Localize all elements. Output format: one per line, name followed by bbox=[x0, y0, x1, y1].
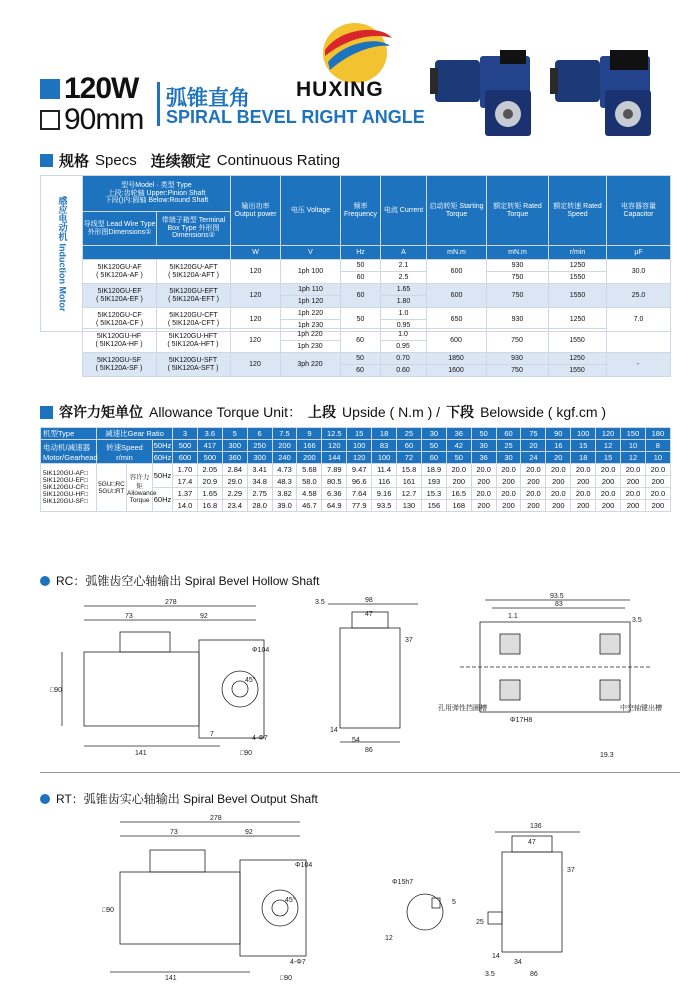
power-line bbox=[40, 72, 138, 106]
torque-cell: 77.9 bbox=[347, 500, 372, 512]
section-divider bbox=[40, 772, 680, 773]
ratio-cell: 12.5 bbox=[322, 428, 347, 440]
torque-cell: 15.8 bbox=[397, 464, 422, 476]
side-label: 感应电动机 Induction Motor bbox=[41, 176, 83, 332]
unit-hz: Hz bbox=[341, 246, 381, 260]
torque-cell: 200 bbox=[546, 500, 571, 512]
speed60-cell: 120 bbox=[347, 452, 372, 464]
torque-cell: 6.36 bbox=[322, 488, 347, 500]
dim-15h7: Φ15h7 bbox=[392, 879, 414, 886]
torque-cell: 200 bbox=[496, 476, 521, 488]
torque-cell: 200 bbox=[521, 476, 546, 488]
speed50-cell: 30 bbox=[471, 440, 496, 452]
torque-cell: 7.64 bbox=[347, 488, 372, 500]
torque-cell: 20.9 bbox=[197, 476, 222, 488]
torque-cell: 20.0 bbox=[621, 488, 646, 500]
col-voltage-header: 电压 Voltage bbox=[281, 176, 341, 246]
speed60-cell: 500 bbox=[197, 452, 222, 464]
torque-lower-en: Belowside ( kgf.cm ) bbox=[480, 404, 607, 420]
hz60-torque: 60Hz bbox=[153, 488, 173, 512]
dim-5: 5 bbox=[452, 899, 456, 906]
rt-dim-141: 141 bbox=[165, 975, 177, 982]
torque-cell: 9.16 bbox=[372, 488, 397, 500]
torque-cell: 17.4 bbox=[173, 476, 198, 488]
dim-3-5b: 3.5 bbox=[632, 617, 642, 624]
unit-v: V bbox=[281, 246, 341, 260]
rt-heading bbox=[40, 790, 318, 807]
speed60-cell: 20 bbox=[546, 452, 571, 464]
speed60-cell: 30 bbox=[496, 452, 521, 464]
torque-cell: 1.37 bbox=[173, 488, 198, 500]
speed60-cell: 24 bbox=[521, 452, 546, 464]
table-row: 5IK120GU-HF ( 5IK120A-HF ) 5IK120GU-HFT ( 5IK120A-HFT ) 120 1ph 220 60 1.0 600 750 1550 bbox=[40, 329, 670, 341]
col-current-header: 电流 Current bbox=[381, 176, 427, 246]
torque-title-cn: 容许力矩单位 bbox=[59, 405, 143, 421]
motor-image-icon bbox=[430, 50, 540, 140]
rt-dim-86: 86 bbox=[530, 971, 538, 978]
torque-cell: 193 bbox=[421, 476, 446, 488]
torque-cell: 200 bbox=[496, 500, 521, 512]
rt-dim-90: □90 bbox=[102, 907, 115, 914]
dim-98: 98 bbox=[365, 597, 373, 604]
torque-cell: 200 bbox=[596, 476, 621, 488]
ratio-cell: 5 bbox=[222, 428, 247, 440]
dim-3-5: 3.5 bbox=[315, 599, 325, 606]
torque-upper-cn: 上段 bbox=[308, 405, 337, 421]
speed50-cell: 12 bbox=[596, 440, 621, 452]
torque-cell: 200 bbox=[596, 500, 621, 512]
speed60-cell: 100 bbox=[372, 452, 397, 464]
rt-dim-47: 47 bbox=[528, 839, 536, 846]
torque-cell: 16.8 bbox=[197, 500, 222, 512]
torque-cell: 96.6 bbox=[347, 476, 372, 488]
torque-heading bbox=[40, 402, 606, 422]
motor-terminal-image-icon bbox=[550, 50, 660, 140]
ratio-cell: 18 bbox=[372, 428, 397, 440]
speed60-cell: 72 bbox=[397, 452, 422, 464]
speed60-cell: 12 bbox=[621, 452, 646, 464]
bullet-icon bbox=[40, 576, 50, 586]
torque-cell: 23.4 bbox=[222, 500, 247, 512]
speed-label: 转速Speed r/min bbox=[97, 440, 153, 464]
torque-cell: 29.0 bbox=[222, 476, 247, 488]
ratio-cell: 60 bbox=[496, 428, 521, 440]
speed50-cell: 200 bbox=[272, 440, 297, 452]
ratio-cell: 120 bbox=[596, 428, 621, 440]
speed50-cell: 120 bbox=[322, 440, 347, 452]
torque-cell: 2.75 bbox=[247, 488, 272, 500]
hz60-label: 60Hz bbox=[153, 453, 172, 462]
blue-square-icon bbox=[40, 406, 53, 419]
rc-heading bbox=[40, 572, 319, 589]
size-line bbox=[40, 103, 143, 137]
torque-cell: 12.7 bbox=[397, 488, 422, 500]
gearhead-cell: 5GU□RC 5GU□RT bbox=[97, 464, 127, 512]
unit-mnm-start: mN.m bbox=[427, 246, 487, 260]
dim-90b: □90 bbox=[240, 750, 253, 757]
ratio-cell: 180 bbox=[645, 428, 670, 440]
speed60-cell: 200 bbox=[297, 452, 322, 464]
torque-cell: 28.0 bbox=[247, 500, 272, 512]
specs-subtitle-cn: 连续额定 bbox=[150, 152, 211, 170]
torque-cell: 200 bbox=[645, 500, 670, 512]
torque-cell: 20.0 bbox=[596, 488, 621, 500]
torque-cell: 200 bbox=[521, 500, 546, 512]
rt-dim-4-7: 4-Φ7 bbox=[290, 959, 306, 966]
torque-cell: 20.0 bbox=[571, 488, 596, 500]
speed50-cell: 8 bbox=[645, 440, 670, 452]
rt-dim-3-5: 3.5 bbox=[485, 971, 495, 978]
terminal-box-header: 带端子箱型 Terminal Box Type 外形图Dimensions② bbox=[157, 212, 231, 246]
speed60-cell: 15 bbox=[596, 452, 621, 464]
speed50-cell: 250 bbox=[247, 440, 272, 452]
speed50-cell: 60 bbox=[397, 440, 422, 452]
torque-cell: 20.0 bbox=[471, 464, 496, 476]
ratio-cell: 100 bbox=[571, 428, 596, 440]
torque-cell: 4.58 bbox=[297, 488, 322, 500]
torque-cell: 4.73 bbox=[272, 464, 297, 476]
specs-heading bbox=[40, 150, 340, 171]
torque-cell: 20.0 bbox=[645, 488, 670, 500]
ratio-cell: 50 bbox=[471, 428, 496, 440]
speed60-cell: 50 bbox=[446, 452, 471, 464]
rt-label: RT：弧锥齿实心轴输出 Spiral Bevel Output Shaft bbox=[56, 792, 318, 806]
torque-cell: 64.9 bbox=[322, 500, 347, 512]
dim-278: 278 bbox=[165, 599, 177, 606]
torque-cell: 7.89 bbox=[322, 464, 347, 476]
torque-cell: 20.0 bbox=[621, 464, 646, 476]
bullet-icon bbox=[40, 794, 50, 804]
torque-cell: 16.5 bbox=[446, 488, 471, 500]
ratio-cell: 3 bbox=[173, 428, 198, 440]
model-type-header: 型号Model · 类型 Type 上段:齿轮轴 Upper:Pinion Shaft 下段()内:圆轴 Below:Round Shaft bbox=[83, 176, 231, 212]
torque-cell: 39.0 bbox=[272, 500, 297, 512]
dim-7: 7 bbox=[210, 731, 214, 738]
dim-34: 34 bbox=[514, 959, 522, 966]
empty-square-icon bbox=[40, 110, 60, 130]
dim-136: 136 bbox=[530, 823, 542, 830]
torque-cell: 200 bbox=[471, 500, 496, 512]
dim-45: 45° bbox=[245, 677, 256, 684]
header bbox=[0, 0, 700, 140]
torque-cell: 20.0 bbox=[571, 464, 596, 476]
torque-cell: 200 bbox=[471, 476, 496, 488]
dim-141: 141 bbox=[135, 750, 147, 757]
unit-uf: μF bbox=[607, 246, 671, 260]
torque-cell: 48.3 bbox=[272, 476, 297, 488]
speed50-cell: 16 bbox=[546, 440, 571, 452]
speed50-cell: 300 bbox=[222, 440, 247, 452]
torque-cell: 200 bbox=[621, 476, 646, 488]
speed60-cell: 144 bbox=[322, 452, 347, 464]
speed50-cell: 166 bbox=[297, 440, 322, 452]
col-rated-torque-header: 额定转矩 Rated Torque bbox=[487, 176, 549, 246]
rt-drawing bbox=[40, 812, 680, 982]
torque-cell: 200 bbox=[446, 476, 471, 488]
torque-cell: 200 bbox=[571, 500, 596, 512]
specs-title-en: Specs bbox=[95, 152, 137, 169]
torque-cell: 9.47 bbox=[347, 464, 372, 476]
title-divider bbox=[157, 82, 160, 126]
ratio-cell: 75 bbox=[521, 428, 546, 440]
speed60-cell: 360 bbox=[222, 452, 247, 464]
torque-cell: 168 bbox=[446, 500, 471, 512]
blue-square-icon bbox=[40, 154, 53, 167]
torque-cell: 161 bbox=[397, 476, 422, 488]
torque-table bbox=[40, 427, 671, 512]
rc-drawing bbox=[40, 592, 680, 767]
ratio-cell: 6 bbox=[247, 428, 272, 440]
table-row: 5IK120GU-EF ( 5IK120A-EF ) 5IK120GU-EFT ( 5IK120A-EFT ) 120 1ph 110 60 1.65 600 750 1550 25.0 bbox=[41, 284, 671, 296]
specs-subtitle-en: Continuous Rating bbox=[216, 152, 341, 169]
speed60-cell: 240 bbox=[272, 452, 297, 464]
col-capacitor-header: 电容器容量 Capacitor bbox=[607, 176, 671, 246]
torque-cell: 20.0 bbox=[546, 488, 571, 500]
type-label: 机型Type bbox=[41, 428, 97, 440]
torque-cell: 34.8 bbox=[247, 476, 272, 488]
unit-rmin: r/min bbox=[549, 246, 607, 260]
lead-wire-header: 导线型 Lead Wire Type 外形图Dimensions① bbox=[83, 212, 157, 246]
dim-83: 83 bbox=[555, 601, 563, 608]
speed50-cell: 10 bbox=[621, 440, 646, 452]
dim-92: 92 bbox=[200, 613, 208, 620]
speed50-cell: 83 bbox=[372, 440, 397, 452]
dim-19-3: 19.3 bbox=[600, 752, 614, 759]
dim-47: 47 bbox=[365, 611, 373, 618]
torque-cell: 20.0 bbox=[496, 488, 521, 500]
torque-cell: 20.0 bbox=[521, 488, 546, 500]
dim-73: 73 bbox=[125, 613, 133, 620]
ratio-cell: 36 bbox=[446, 428, 471, 440]
torque-cell: 200 bbox=[621, 500, 646, 512]
torque-cell: 3.82 bbox=[272, 488, 297, 500]
speed60-cell: 10 bbox=[645, 452, 670, 464]
torque-cell: 130 bbox=[397, 500, 422, 512]
speed60-cell: 300 bbox=[247, 452, 272, 464]
torque-cell: 15.3 bbox=[421, 488, 446, 500]
brand-name: HUXING bbox=[296, 78, 384, 101]
torque-cell: 2.05 bbox=[197, 464, 222, 476]
torque-cell: 20.0 bbox=[471, 488, 496, 500]
size-label: 90mm bbox=[64, 103, 144, 136]
torque-cell: 11.4 bbox=[372, 464, 397, 476]
rt-dim-90b: □90 bbox=[280, 975, 293, 982]
motor-gear-label: 电动机/减速器 Motor/Gearhead bbox=[41, 440, 97, 464]
dim-25: 25 bbox=[476, 919, 484, 926]
specs-title-cn: 规格 bbox=[59, 152, 90, 170]
dim-12: 12 bbox=[385, 935, 393, 942]
torque-cell: 116 bbox=[372, 476, 397, 488]
torque-cell: 20.0 bbox=[546, 464, 571, 476]
dim-90: □90 bbox=[50, 687, 63, 694]
torque-cell: 20.0 bbox=[446, 464, 471, 476]
torque-cell: 20.0 bbox=[596, 464, 621, 476]
speed50-cell: 417 bbox=[197, 440, 222, 452]
power-label: 120W bbox=[64, 72, 139, 105]
rt-dim-278: 278 bbox=[210, 815, 222, 822]
allowance-label: 容许力矩 Allowance Torque bbox=[127, 464, 153, 512]
torque-cell: 18.9 bbox=[421, 464, 446, 476]
hollow-note: 孔用弹性挡圈槽 bbox=[438, 705, 487, 712]
dim-14: 14 bbox=[330, 727, 338, 734]
ratio-cell: 3.6 bbox=[197, 428, 222, 440]
rt-dim-92: 92 bbox=[245, 829, 253, 836]
table-row bbox=[41, 464, 671, 476]
rt-dim-104: Φ104 bbox=[295, 862, 313, 869]
speed50-cell: 20 bbox=[521, 440, 546, 452]
torque-cell: 20.0 bbox=[521, 464, 546, 476]
torque-cell: 200 bbox=[645, 476, 670, 488]
torque-cell: 3.41 bbox=[247, 464, 272, 476]
dim-17: Φ17H8 bbox=[510, 717, 533, 724]
torque-cell: 2.84 bbox=[222, 464, 247, 476]
ratio-cell: 25 bbox=[397, 428, 422, 440]
hz50-torque: 50Hz bbox=[153, 464, 173, 488]
unit-w: W bbox=[231, 246, 281, 260]
speed60-cell: 36 bbox=[471, 452, 496, 464]
dim-86: 86 bbox=[365, 747, 373, 754]
torque-cell: 20.0 bbox=[496, 464, 521, 476]
speed50-cell: 500 bbox=[173, 440, 198, 452]
rt-dim-45: 45° bbox=[285, 897, 296, 904]
torque-cell: 93.5 bbox=[372, 500, 397, 512]
ratio-cell: 9 bbox=[297, 428, 322, 440]
torque-cell: 1.65 bbox=[197, 488, 222, 500]
ratio-cell: 30 bbox=[421, 428, 446, 440]
rt-dim-14: 14 bbox=[492, 953, 500, 960]
torque-cell: 200 bbox=[571, 476, 596, 488]
rt-dim-73: 73 bbox=[170, 829, 178, 836]
col-rated-speed-header: 额定转速 Rated Speed bbox=[549, 176, 607, 246]
speed60-cell: 600 bbox=[173, 452, 198, 464]
torque-cell: 1.70 bbox=[173, 464, 198, 476]
table-row: 5IK120GU-AF ( 5IK120A-AF ) 5IK120GU-AFT ( 5IK120A-AFT ) 120 1ph 100 50 2.1 600 930 1250 30.0 bbox=[41, 260, 671, 272]
torque-cell: 46.7 bbox=[297, 500, 322, 512]
hz50-label: 50Hz bbox=[153, 441, 172, 450]
ratio-label: 减速比Gear Ratio bbox=[97, 428, 173, 440]
torque-cell: 2.29 bbox=[222, 488, 247, 500]
torque-cell: 5.68 bbox=[297, 464, 322, 476]
hollow-note-2: 中空轴键出槽 bbox=[620, 705, 662, 712]
col-starting-header: 启动转矩 Starting Torque bbox=[427, 176, 487, 246]
torque-lower-cn: 下段 bbox=[446, 405, 475, 421]
title-en: SPIRAL BEVEL RIGHT ANGLE bbox=[166, 107, 425, 127]
speed60-cell: 18 bbox=[571, 452, 596, 464]
dim-54: 54 bbox=[352, 737, 360, 744]
table-row: 5IK120GU-CF ( 5IK120A-CF ) 5IK120GU-CFT ( 5IK120A-CFT ) 120 1ph 220 50 1.0 650 930 1250 7.0 bbox=[41, 308, 671, 320]
torque-cell: 14.0 bbox=[173, 500, 198, 512]
blue-square-icon bbox=[40, 79, 60, 99]
dim-4-7: 4-Φ7 bbox=[252, 735, 268, 742]
models-cell: 5IK120GU-AF□ 5IK120GU-EF□ 5IK120GU-CF□ 5IK120GU-HF□ 5IK120GU-SF□ bbox=[41, 464, 97, 512]
torque-title-en: Allowance Torque Unit： bbox=[149, 404, 303, 420]
col-output-header: 输出功率 Output power bbox=[231, 176, 281, 246]
torque-cell: 80.5 bbox=[322, 476, 347, 488]
rc-label: RC：弧锥齿空心轴输出 Spiral Bevel Hollow Shaft bbox=[56, 574, 320, 588]
speed50-cell: 25 bbox=[496, 440, 521, 452]
col-frequency-header: 频率 Frequency bbox=[341, 176, 381, 246]
specs-table: 感应电动机 Induction Motor 型号Model · 类型 Type 上段:齿轮轴 Upper:Pinion Shaft 下段()内:圆轴 Below:Round Shaft 输出功率 Output power 电压 Voltage 频率 Frequency 电流 Current 启动转矩 Starting Torque 额定转矩 Rated Torque 额定转速 Rated Speed 电容器容量 Capacitor 导线型 Lead Wire Type 外形图Dimensions① 带端子箱型 Terminal Box Type 外形图Dimensions② W V Hz A mN.m mN.m r/min μF 5IK120GU-AF ( 5IK120A-AF ) 5IK120GU-AFT ( 5IK120A-AFT ) 120 1ph 100 50 2.1 600 930 1250 30.0 60 2.5 750 1550 5IK120GU-EF ( 5IK120A-EF ) 5IK120GU-EFT ( 5IK120A-EFT ) 120 1ph 110 60 1.65 600 750 1550 25.0 1ph 120 1.80 5IK120GU-CF ( 5IK120A-CF ) 5IK120GU-CFT ( 5IK120A-CFT ) 120 1ph 220 50 1.0 650 930 1250 7.0 1ph 230 0.95 bbox=[40, 175, 671, 332]
speed50-cell: 50 bbox=[421, 440, 446, 452]
dim-1-1: 1.1 bbox=[508, 613, 518, 620]
torque-cell: 20.0 bbox=[645, 464, 670, 476]
torque-cell: 58.0 bbox=[297, 476, 322, 488]
torque-upper-en: Upside ( N.m ) / bbox=[342, 404, 441, 420]
dim-37: 37 bbox=[405, 637, 413, 644]
ratio-cell: 150 bbox=[621, 428, 646, 440]
torque-cell: 200 bbox=[546, 476, 571, 488]
ratio-cell: 90 bbox=[546, 428, 571, 440]
ratio-cell: 7.5 bbox=[272, 428, 297, 440]
speed60-cell: 60 bbox=[421, 452, 446, 464]
dim-93-5: 93.5 bbox=[550, 593, 564, 600]
speed50-cell: 42 bbox=[446, 440, 471, 452]
table-row: 5IK120GU-SF ( 5IK120A-SF ) 5IK120GU-SFT ( 5IK120A-SFT ) 120 3ph 220 50 0.70 1850 930 1250 - bbox=[40, 353, 670, 365]
unit-mnm-rated: mN.m bbox=[487, 246, 549, 260]
torque-ratio-row bbox=[41, 428, 671, 440]
specs-table-cont: 5IK120GU-HF ( 5IK120A-HF ) 5IK120GU-HFT ( 5IK120A-HFT ) 120 1ph 220 60 1.0 600 750 1550 1ph 230 0.95 5IK120GU-SF ( 5IK120A-SF ) 5IK120GU-SFT ( 5IK120A-SFT ) 120 3ph 220 50 0.70 1850 930 1250 - 60 0.60 1600 750 1550 bbox=[40, 328, 671, 377]
dim-104: Φ104 bbox=[252, 647, 270, 654]
ratio-cell: 15 bbox=[347, 428, 372, 440]
unit-a: A bbox=[381, 246, 427, 260]
title-cn: 弧锥直角 bbox=[166, 86, 250, 110]
rt-dim-37: 37 bbox=[567, 867, 575, 874]
speed50-cell: 100 bbox=[347, 440, 372, 452]
speed50-cell: 15 bbox=[571, 440, 596, 452]
torque-cell: 156 bbox=[421, 500, 446, 512]
